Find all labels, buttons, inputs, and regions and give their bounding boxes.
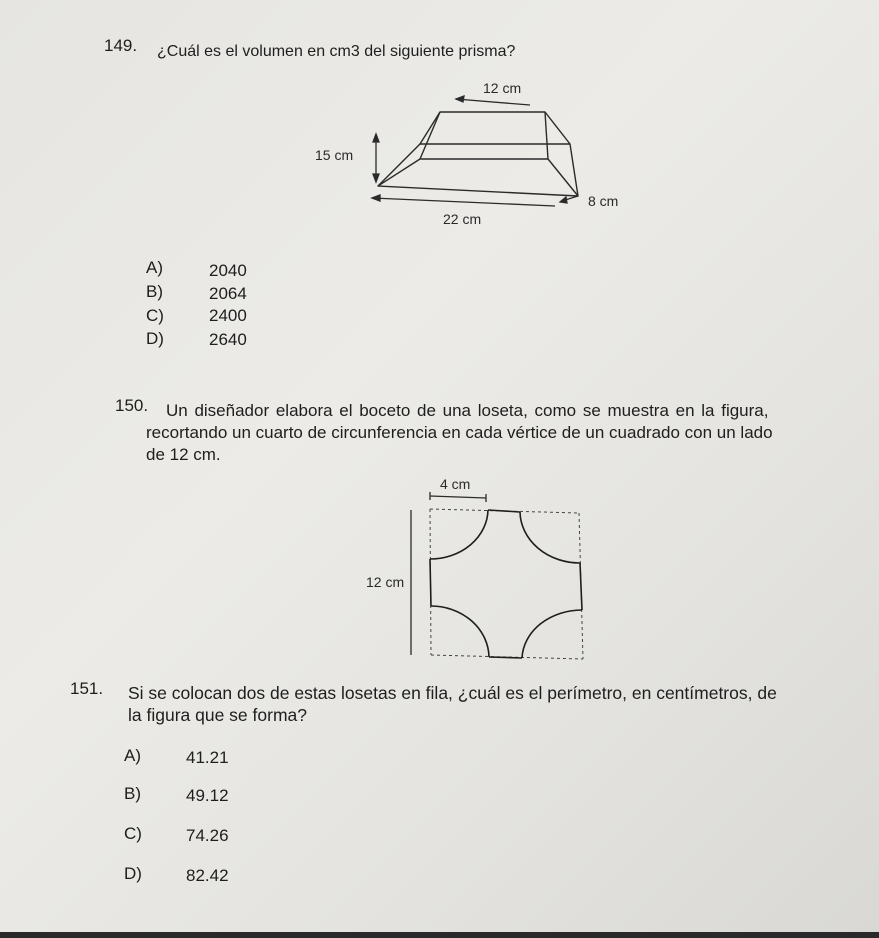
- q150-line-1: Un diseñador elabora el boceto de una loseta, como se muestra en la figura,: [166, 401, 769, 420]
- q150-line-3: de 12 cm.: [146, 445, 221, 464]
- q151-option-d-value: 82.42: [186, 866, 229, 885]
- tile-radius-label: 4 cm: [440, 476, 471, 492]
- q149-option-b-letter: B): [146, 282, 163, 301]
- page-bottom-edge: [0, 932, 879, 938]
- tile-top-right-arc: [520, 512, 580, 563]
- q151-number: 151.: [70, 679, 104, 698]
- tile-side-label: 12 cm: [366, 574, 405, 590]
- radius-dimension-line: [430, 492, 486, 502]
- prism-height-label: 15 cm: [315, 147, 354, 163]
- prism-bottom-label: 22 cm: [443, 211, 482, 227]
- tile-bottom-left-arc: [431, 606, 489, 657]
- q151-option-c-value: 74.26: [186, 826, 229, 845]
- q151-option-c-letter: C): [124, 824, 142, 843]
- tile-left-edge: [430, 559, 431, 606]
- tile-bottom-right-arc: [522, 610, 582, 658]
- q151-option-a-value: 41.21: [186, 748, 229, 767]
- tile-top-edge: [488, 510, 520, 512]
- q151-line-1: Si se colocan dos de estas losetas en fila, ¿cuál es el perímetro, en centímetros, de: [128, 683, 777, 703]
- q151-option-b-value: 49.12: [186, 786, 229, 805]
- q149-option-d-letter: D): [146, 329, 164, 348]
- q149-option-a-value: 2040: [209, 261, 247, 280]
- q151-option-d-letter: D): [124, 864, 142, 883]
- tile-top-left-arc: [430, 510, 488, 559]
- q149-option-d-value: 2640: [209, 330, 247, 349]
- q150-number: 150.: [115, 396, 149, 415]
- tile-right-edge: [580, 563, 582, 610]
- q149-option-b-value: 2064: [209, 284, 247, 303]
- q151-line-2: la figura que se forma?: [128, 705, 307, 725]
- q151-option-a-letter: A): [124, 746, 141, 765]
- prism-depth-label: 8 cm: [588, 193, 619, 209]
- tile-bottom-edge: [489, 657, 522, 658]
- q149-number: 149.: [104, 36, 138, 55]
- prism-top-label: 12 cm: [483, 80, 522, 96]
- q149-option-c-letter: C): [146, 306, 164, 325]
- q151-option-b-letter: B): [124, 784, 141, 803]
- q149-option-a-letter: A): [146, 258, 163, 277]
- q149-question: ¿Cuál es el volumen en cm3 del siguiente prisma?: [157, 43, 516, 60]
- q149-option-c-value: 2400: [209, 306, 247, 325]
- q150-line-2: recortando un cuarto de circunferencia en cada vértice de un cuadrado con un lado: [146, 423, 773, 442]
